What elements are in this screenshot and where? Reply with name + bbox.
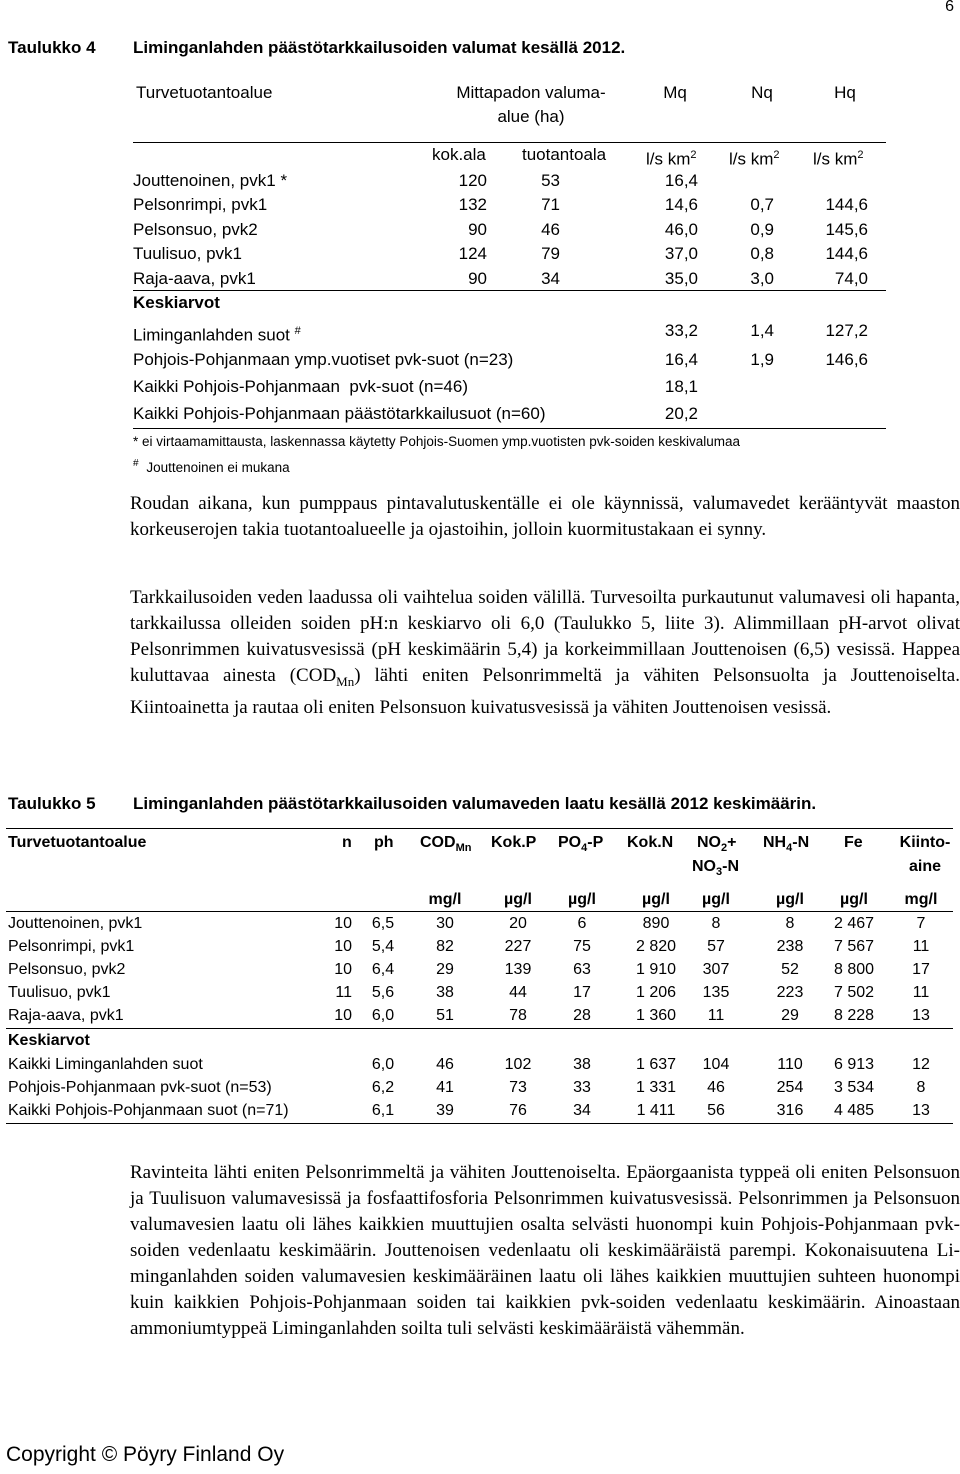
cell-po4: 34 <box>573 1102 591 1119</box>
cell-fe: 6 913 <box>833 1056 875 1073</box>
cell-no: 11 <box>707 1007 725 1024</box>
cell-no: 307 <box>702 961 730 978</box>
cell-nh4: 52 <box>781 961 799 978</box>
row-name: Pelsonsuo, pvk2 <box>8 961 126 978</box>
footnote-mark: # <box>133 458 139 469</box>
table5-row <box>0 936 960 958</box>
cell-kokp: 20 <box>509 915 527 932</box>
cell-hq: 127,2 <box>825 321 868 340</box>
cell-fe: 7 567 <box>833 938 875 955</box>
cell-mq: 14,6 <box>664 195 698 214</box>
cell-mq: 20,2 <box>664 404 698 423</box>
footnote-text: Jouttenoinen ei mukana <box>146 459 290 475</box>
cell-kokp: 73 <box>509 1079 527 1096</box>
table5-rule-units <box>6 911 953 912</box>
cell-ph: 6,4 <box>371 961 395 978</box>
table4-sub-kokala: kok.ala <box>432 145 486 164</box>
cell-kiinto: 13 <box>912 1102 930 1119</box>
cell-fe: 8 228 <box>833 1007 875 1024</box>
table5-col-no3 <box>692 856 739 883</box>
table4-sub-tuotanto: tuotantoala <box>522 145 607 164</box>
table4-avg-row <box>0 349 960 371</box>
table4-avg-row <box>0 376 960 398</box>
cell-tuotanto: 79 <box>541 244 560 263</box>
table4-rule-mid <box>133 290 886 291</box>
copyright: Copyright © Pöyry Finland Oy <box>6 1443 285 1466</box>
cell-hq: 144,6 <box>825 244 868 263</box>
table5-col-n: n <box>342 834 352 851</box>
col-sub: 4 <box>786 842 793 855</box>
row-name: Pelsonrimpi, pvk1 <box>8 938 135 955</box>
table4-col-nq: Nq <box>751 83 773 102</box>
table4-row <box>0 268 960 290</box>
cell-hq: 145,6 <box>825 220 868 239</box>
table5-units-row <box>0 889 960 911</box>
cell-cod: 46 <box>436 1056 454 1073</box>
cell-nh4: 238 <box>776 938 804 955</box>
cell-kokala: 90 <box>468 269 487 288</box>
row-name-sup: # <box>294 325 301 337</box>
col-sub: 3 <box>716 866 723 879</box>
col-suffix: + <box>727 834 737 851</box>
cell-po4: 6 <box>577 915 587 932</box>
table5-col-ph: ph <box>374 834 394 851</box>
col-suffix: -N <box>792 834 810 851</box>
cell-kokp: 102 <box>504 1056 532 1073</box>
table4-col-catchment <box>436 82 626 128</box>
table4-col-catchment-line1: Mittapadon valuma- <box>456 83 606 102</box>
table4-footnote-2 <box>133 453 290 479</box>
table5-label: Taulukko 5 <box>8 794 96 813</box>
table4-footnote-1: * ei virtaamamittausta, laskennassa käytetty Pohjois-Suomen ymp.vuotisten pvk-soiden keskivalumaa <box>133 434 741 449</box>
table5-avg-row <box>0 1077 960 1099</box>
cell-cod: 51 <box>436 1007 454 1024</box>
cell-no: 8 <box>711 915 721 932</box>
cell-mq: 46,0 <box>664 220 698 239</box>
col-text: COD <box>420 834 456 851</box>
table4-col-catchment-line2: alue (ha) <box>497 107 565 126</box>
cell-mq: 16,4 <box>664 171 698 190</box>
table4-unit-nq <box>729 144 780 171</box>
cell-kokn: 1 331 <box>635 1079 677 1096</box>
unit-nh4: µg/l <box>776 891 804 908</box>
unit-text: l/s km <box>729 149 774 169</box>
paragraph-1: Roudan aikana, kun pumppaus pintavalutuskentälle ei ole käynnissä, valumavedet kerääntyvät maaston korkeuserojen takia tuotantoalueelle ja ojastoihin, jolloin kuormitustakaan ei synny. <box>130 493 960 540</box>
row-name: Kaikki Pohjois-Pohjanmaan pvk-suot (n=46) <box>133 377 468 396</box>
cell-tuotanto: 46 <box>541 220 560 239</box>
unit-sup: 2 <box>690 149 697 161</box>
table5-avg-row <box>0 1100 960 1122</box>
cell-kiinto: 12 <box>912 1056 930 1073</box>
cell-kokp: 139 <box>504 961 532 978</box>
row-name: Raja-aava, pvk1 <box>133 269 256 288</box>
cell-mq: 37,0 <box>664 244 698 263</box>
cell-kiinto: 11 <box>912 938 930 955</box>
paragraph-2-sub: Mn <box>336 673 355 689</box>
cell-kokala: 132 <box>458 195 487 214</box>
row-name: Pelsonrimpi, pvk1 <box>133 195 268 214</box>
cell-n: 10 <box>334 1007 352 1024</box>
cell-fe: 8 800 <box>833 961 875 978</box>
cell-cod: 82 <box>436 938 454 955</box>
table5-title: Liminganlahden päästötarkkailusoiden valumaveden laatu kesällä 2012 keskimäärin. <box>133 794 817 813</box>
cell-kokn: 1 206 <box>635 984 677 1001</box>
row-name-text: Liminganlahden suot <box>133 325 290 345</box>
cell-hq: 146,6 <box>825 350 868 369</box>
cell-no: 46 <box>707 1079 725 1096</box>
table5-col-po4 <box>558 832 603 859</box>
cell-mq: 16,4 <box>664 350 698 369</box>
col-sub: 4 <box>581 842 588 855</box>
cell-nh4: 8 <box>785 915 795 932</box>
row-name <box>133 320 301 347</box>
table5-rule-top <box>6 828 953 829</box>
cell-po4: 17 <box>573 984 591 1001</box>
table5-col-nh4 <box>763 832 809 859</box>
cell-tuotanto: 34 <box>541 269 560 288</box>
cell-nq: 1,9 <box>750 350 774 369</box>
table4-avg-row <box>0 320 960 345</box>
cell-cod: 41 <box>436 1079 454 1096</box>
cell-kokn: 2 820 <box>635 938 677 955</box>
table4-row <box>0 170 960 192</box>
table4-label: Taulukko 4 <box>8 38 96 57</box>
cell-nq: 1,4 <box>750 321 774 340</box>
col-line1: Kiinto- <box>899 834 951 851</box>
cell-fe: 4 485 <box>833 1102 875 1119</box>
cell-ph: 5,4 <box>371 938 395 955</box>
cell-ph: 6,1 <box>371 1102 395 1119</box>
cell-ph: 6,5 <box>371 915 395 932</box>
cell-po4: 38 <box>573 1056 591 1073</box>
table5-col-kiinto <box>893 832 957 878</box>
cell-mq: 18,1 <box>664 377 698 396</box>
cell-no: 104 <box>702 1056 730 1073</box>
cell-fe: 3 534 <box>833 1079 875 1096</box>
cell-n: 10 <box>334 915 352 932</box>
table5-row <box>0 959 960 981</box>
cell-kokn: 1 360 <box>635 1007 677 1024</box>
cell-no: 56 <box>707 1102 725 1119</box>
cell-kokala: 120 <box>458 171 487 190</box>
col-text: NO <box>692 858 716 875</box>
cell-hq: 74,0 <box>834 269 868 288</box>
table4-avg-row <box>0 403 960 425</box>
row-name: Jouttenoinen, pvk1 * <box>133 171 288 190</box>
cell-ph: 6,0 <box>371 1007 395 1024</box>
cell-nq: 0,7 <box>750 195 774 214</box>
col-text: NO <box>697 834 721 851</box>
table5-col-kokp: Kok.P <box>491 834 537 851</box>
col-text: PO <box>558 834 582 851</box>
unit-kokn: µg/l <box>642 891 670 908</box>
row-name: Kaikki Pohjois-Pohjanmaan päästötarkkailusuot (n=60) <box>133 404 546 423</box>
cell-kokala: 124 <box>458 244 487 263</box>
cell-kokp: 76 <box>509 1102 527 1119</box>
page-number: 6 <box>945 0 954 15</box>
paragraph-2 <box>130 585 960 721</box>
cell-n: 10 <box>334 938 352 955</box>
unit-cod: mg/l <box>428 891 462 908</box>
cell-hq: 144,6 <box>825 195 868 214</box>
col-suffix: -N <box>722 858 740 875</box>
cell-kokn: 890 <box>642 915 670 932</box>
row-name: Kaikki Liminganlahden suot <box>8 1056 203 1073</box>
cell-tuotanto: 53 <box>541 171 560 190</box>
cell-kiinto: 8 <box>916 1079 926 1096</box>
cell-nq: 0,8 <box>750 244 774 263</box>
cell-ph: 6,2 <box>371 1079 395 1096</box>
unit-no: µg/l <box>702 891 730 908</box>
table5-col-kokn: Kok.N <box>627 834 674 851</box>
table4-unit-mq <box>646 144 697 171</box>
cell-cod: 38 <box>436 984 454 1001</box>
row-name: Jouttenoinen, pvk1 <box>8 915 143 932</box>
cell-cod: 29 <box>436 961 454 978</box>
unit-sup: 2 <box>857 149 864 161</box>
cell-po4: 33 <box>573 1079 591 1096</box>
cell-kokn: 1 411 <box>636 1102 676 1119</box>
cell-n: 11 <box>335 984 352 1001</box>
row-name: Kaikki Pohjois-Pohjanmaan suot (n=71) <box>8 1102 289 1119</box>
table5-rule-bottom <box>6 1123 953 1124</box>
table4-avg-heading: Keskiarvot <box>133 293 220 312</box>
unit-kiinto: mg/l <box>904 891 938 908</box>
table5-col-cod <box>420 832 471 859</box>
table4-row <box>0 194 960 216</box>
cell-kiinto: 11 <box>912 984 930 1001</box>
cell-nq: 3,0 <box>750 269 774 288</box>
cell-fe: 7 502 <box>833 984 875 1001</box>
table5-rule-mid <box>6 1028 953 1029</box>
table5-row <box>0 1005 960 1027</box>
cell-kokn: 1 637 <box>635 1056 677 1073</box>
cell-ph: 6,0 <box>371 1056 395 1073</box>
col-sub: Mn <box>455 842 472 855</box>
cell-kokn: 1 910 <box>635 961 677 978</box>
cell-cod: 39 <box>436 1102 454 1119</box>
table5-avg-row <box>0 1054 960 1076</box>
cell-nq: 0,9 <box>750 220 774 239</box>
table4-row <box>0 219 960 241</box>
cell-nh4: 29 <box>781 1007 799 1024</box>
cell-kokala: 90 <box>468 220 487 239</box>
table4-unit-hq <box>813 144 864 171</box>
cell-n: 10 <box>334 961 352 978</box>
paragraph-2-part-2: ) lähti eniten Pelsonrimmeltä ja vähiten Pelsonsuolta ja Jouttenoiselta. Kiintoainetta ja rautaa oli eniten Pelsonsuon kuivatusvesissä ja vähiten Jouttenoisen vesissä. <box>130 665 960 718</box>
cell-kokp: 44 <box>509 984 527 1001</box>
table5-col-fe: Fe <box>844 834 863 851</box>
cell-nh4: 254 <box>776 1079 804 1096</box>
unit-kokp: µg/l <box>504 891 532 908</box>
cell-nh4: 110 <box>777 1056 803 1073</box>
table5-col-area: Turvetuotantoalue <box>8 834 147 851</box>
cell-no: 135 <box>702 984 730 1001</box>
unit-sup: 2 <box>773 149 780 161</box>
cell-po4: 75 <box>573 938 591 955</box>
table4-rule-top <box>133 142 886 143</box>
cell-mq: 33,2 <box>664 321 698 340</box>
cell-kokp: 227 <box>504 938 532 955</box>
table4-title: Liminganlahden päästötarkkailusoiden valumat kesällä 2012. <box>133 38 626 57</box>
cell-fe: 2 467 <box>833 915 875 932</box>
cell-ph: 5,6 <box>371 984 395 1001</box>
unit-fe: µg/l <box>840 891 868 908</box>
unit-text: l/s km <box>813 149 858 169</box>
table5-row <box>0 913 960 935</box>
cell-nh4: 223 <box>776 984 804 1001</box>
cell-kiinto: 7 <box>916 915 926 932</box>
col-suffix: -P <box>587 834 604 851</box>
row-name: Pohjois-Pohjanmaan ymp.vuotiset pvk-suot (n=23) <box>133 350 514 369</box>
col-text: NH <box>763 834 787 851</box>
cell-cod: 30 <box>436 915 454 932</box>
table4-col-hq: Hq <box>834 83 856 102</box>
row-name: Pelsonsuo, pvk2 <box>133 220 258 239</box>
paragraph-3: Ravinteita lähti eniten Pelsonrimmeltä ja vähiten Jouttenoiselta. Epäorgaanista typpeä oli eniten Pelsonsuon ja Tuulisuon valumavesissä ja fosfaattifosforia Pelsonrimmen kuivatusvesissä. Pelsonrimmen ja Pelsonsuon valumavesien laatu oli lähes kaikkien muuttujien osalta selvästi huonompi kuin Pohjois-Pohjanmaan pvk-soiden vedenlaatu keskimäärin. Jouttenoisen vedenlaatu oli keskimääräistä parempi. Kokonaisuutena Liminganlahden soiden valumavesien keskimääräinen laatu oli lähes kaikkien muuttujien suhteen huonompi kuin kaikkien Pohjois-Pohjanmaan soiden tai kaikkien pvk-soiden vedenlaatu keskimäärin. Ainoastaan ammoniumtyppeä Liminganlahden soilta tuli selvästi keskimääräistä vähemmän. <box>130 1162 960 1339</box>
col-sub: 2 <box>721 842 728 855</box>
cell-tuotanto: 71 <box>541 195 560 214</box>
table5-row <box>0 982 960 1004</box>
table4-rule-bottom <box>133 428 886 429</box>
unit-text: l/s km <box>646 149 691 169</box>
col-line2: aine <box>908 858 941 875</box>
row-name: Raja-aava, pvk1 <box>8 1007 124 1024</box>
row-name: Tuulisuo, pvk1 <box>133 244 242 263</box>
unit-po4: µg/l <box>568 891 596 908</box>
cell-kiinto: 13 <box>912 1007 930 1024</box>
cell-nh4: 316 <box>776 1102 804 1119</box>
cell-kiinto: 17 <box>912 961 930 978</box>
row-name: Tuulisuo, pvk1 <box>8 984 111 1001</box>
table4-col-area: Turvetuotantoalue <box>136 83 273 102</box>
cell-no: 57 <box>707 938 725 955</box>
table4-row <box>0 243 960 265</box>
cell-po4: 63 <box>573 961 591 978</box>
cell-mq: 35,0 <box>664 269 698 288</box>
table5-avg-heading: Keskiarvot <box>8 1032 90 1049</box>
table4-col-mq: Mq <box>663 83 687 102</box>
cell-po4: 28 <box>573 1007 591 1024</box>
cell-kokp: 78 <box>509 1007 527 1024</box>
row-name: Pohjois-Pohjanmaan pvk-suot (n=53) <box>8 1079 272 1096</box>
paragraph-2-part-1: Tarkkailusoiden veden laadussa oli vaihtelua soiden välillä. Turvesoilta purkautunut valumavesi oli hapanta, tarkkailussa olleiden soiden pH:n keskiarvo oli 6,0 (Taulukko 5, liite 3). Alimmillaan pH-arvot olivat Pelsonrimmen kuivatusvesissä (pH keskimäärin 5,4) ja korkeimmillaan Jouttenoisen (6,5) vesissä. Happea kuluttavaa ainesta (COD <box>130 587 960 686</box>
